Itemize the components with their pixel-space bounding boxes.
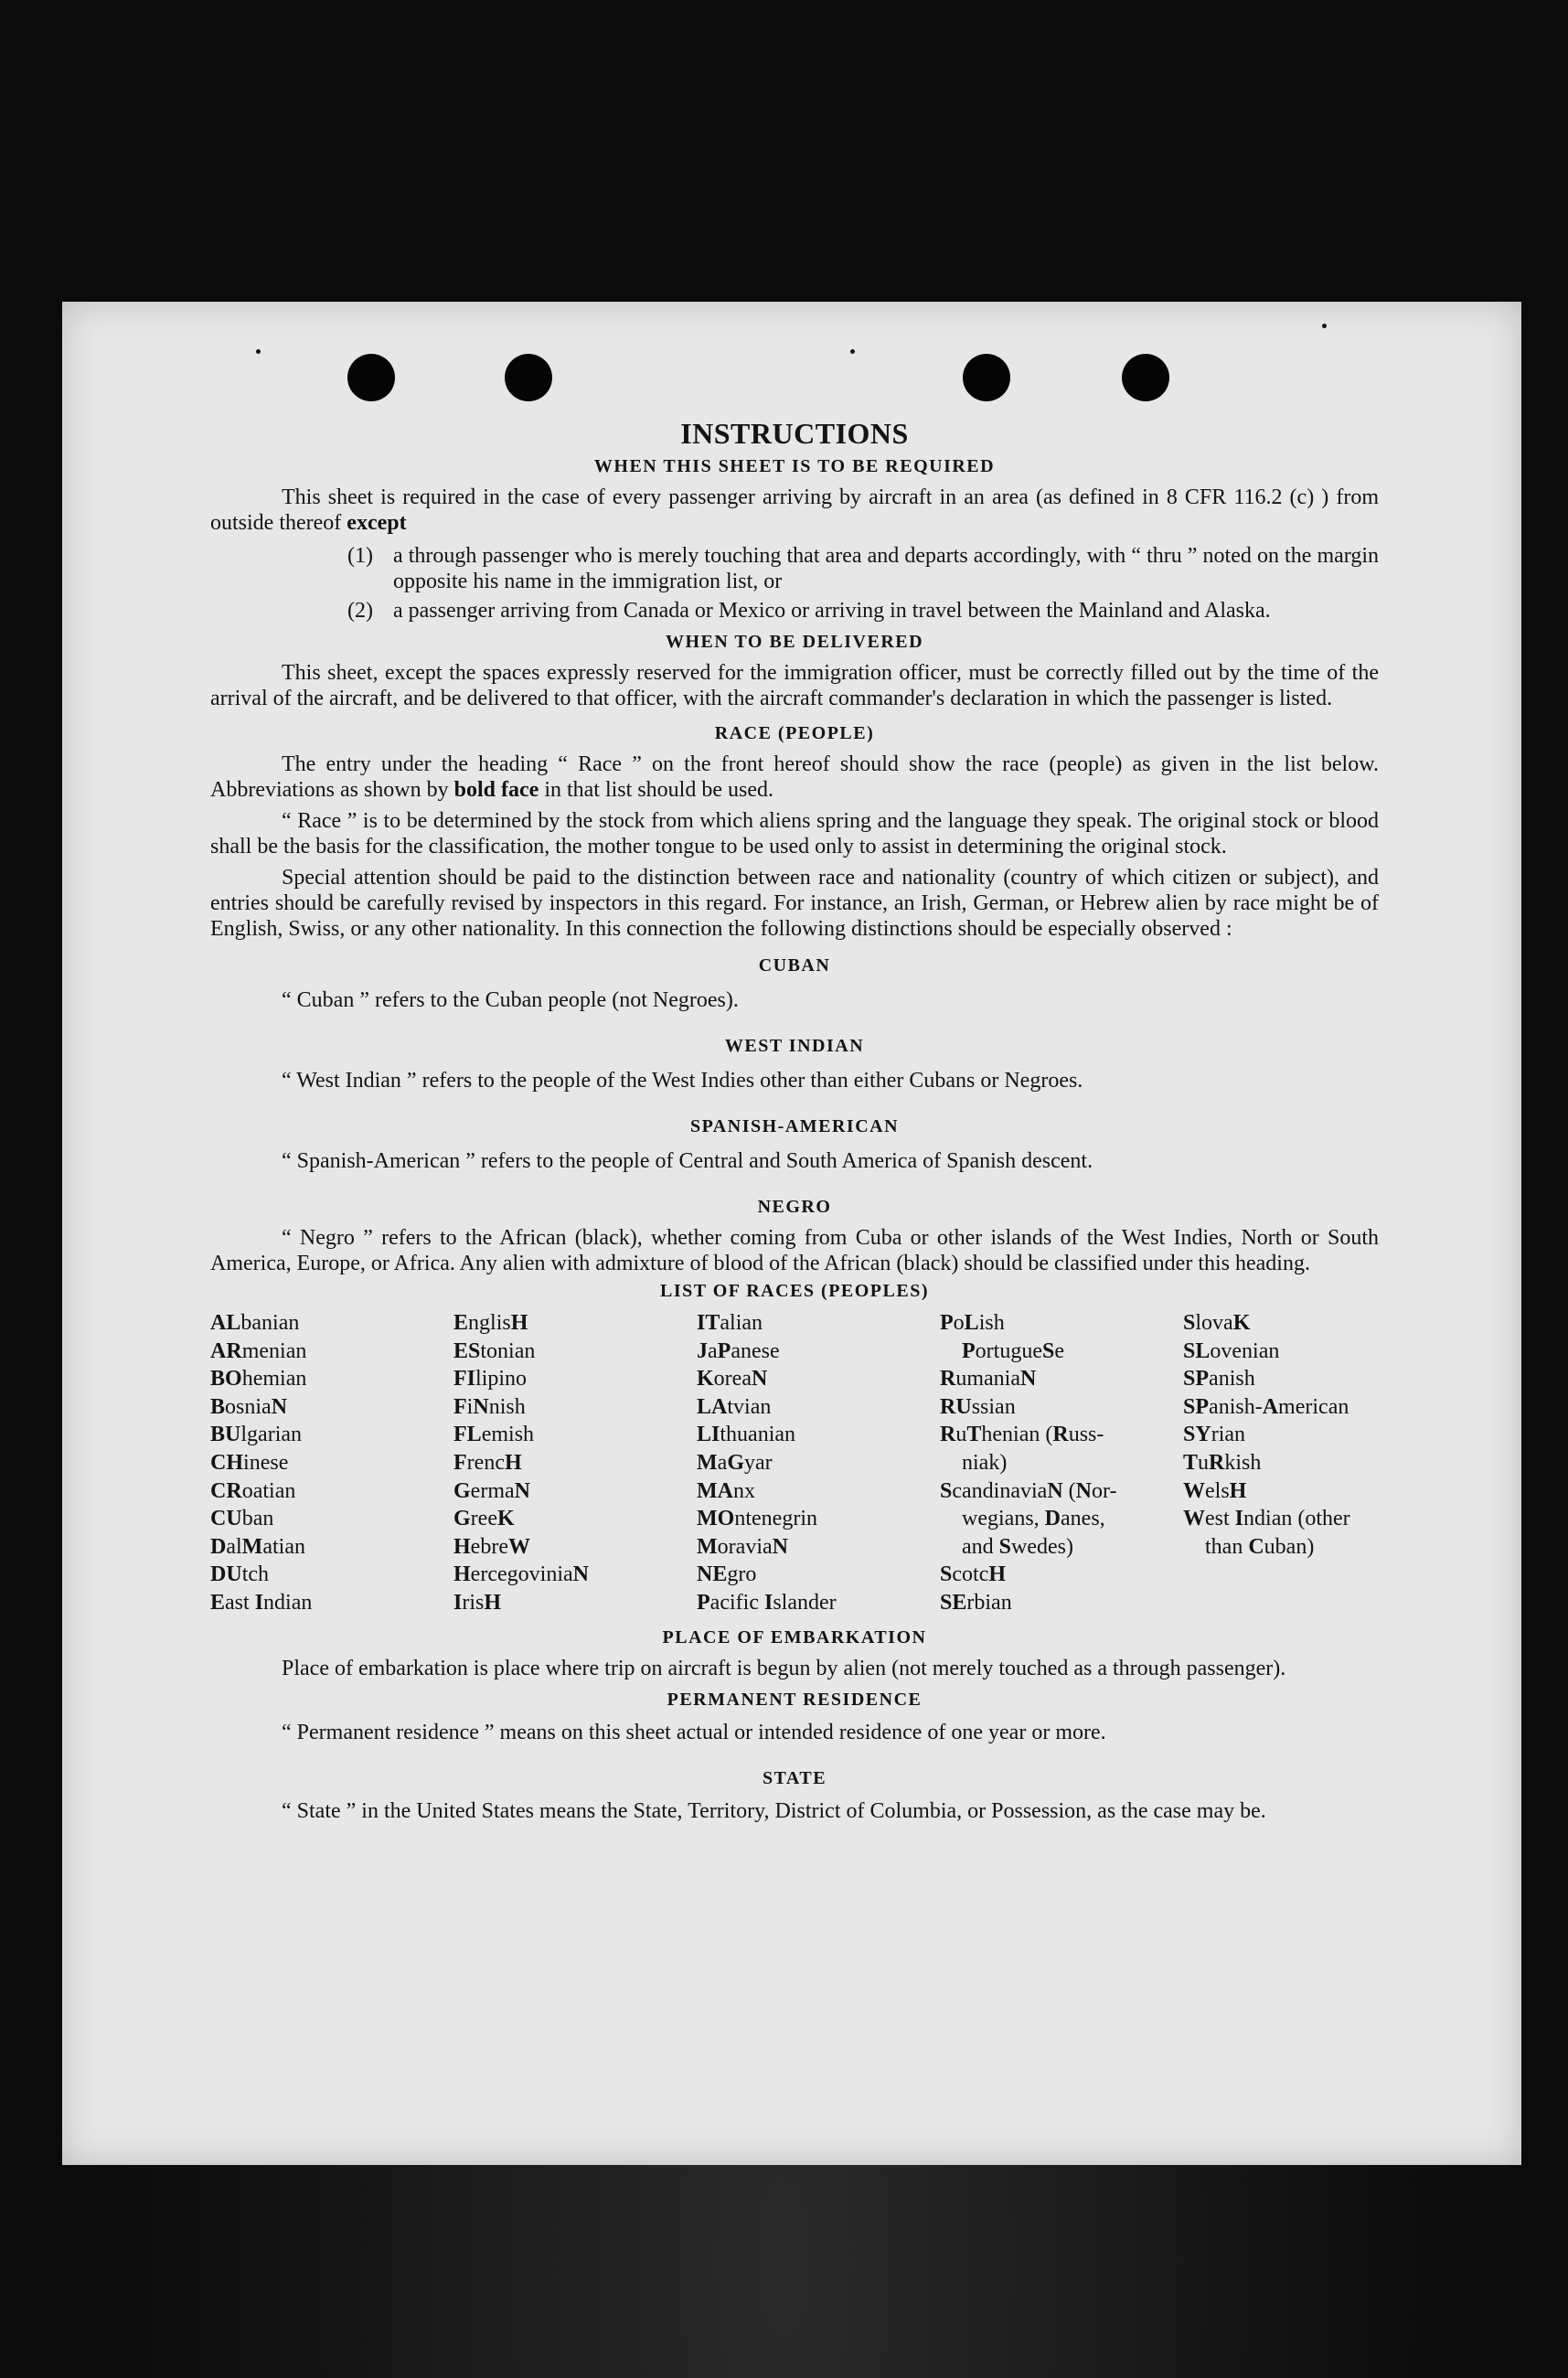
race-entry: ScotcH <box>940 1562 1007 1587</box>
dust-speck <box>850 349 855 354</box>
heading-when-required: WHEN THIS SHEET IS TO BE REQUIRED <box>593 456 996 476</box>
list-item <box>347 598 1379 624</box>
punch-hole <box>505 354 552 401</box>
heading-when-delivered: WHEN TO BE DELIVERED <box>665 632 924 652</box>
race-entry: ARmenian <box>210 1338 307 1363</box>
race-entry: FIlipino <box>453 1367 528 1392</box>
paragraph-embarkation: Place of embarkation is place where trip on aircraft is begun by alien (not merely touched as a through passenger). <box>282 1656 1286 1680</box>
heading-list-of-races: LIST OF RACES (PEOPLES) <box>659 1281 929 1301</box>
race-entry: TuRkish <box>1183 1450 1262 1475</box>
paragraph-when-required: This sheet is required in the case of every passenger arriving by aircraft in an area (as defined in 8 CFR 116.2 (c) ) from outside thereof except <box>210 485 1379 535</box>
race-entry: IrisH <box>453 1590 502 1615</box>
race-entry: BosniaN <box>210 1394 288 1419</box>
list-number: (1) <box>347 544 373 568</box>
race-entry: RUssian <box>940 1394 1016 1419</box>
paragraph-race-2: “ Race ” is to be determined by the stock from which aliens spring and the language they speak. The original stock or blood shall be the basis for the classification, the mother tongue to be used only to assist in determining the original stock. <box>210 809 1379 858</box>
race-entry: LIthuanian <box>697 1423 796 1447</box>
race-column <box>210 1309 437 1617</box>
heading-permanent-residence: PERMANENT RESIDENCE <box>667 1689 923 1710</box>
heading-cuban: CUBAN <box>758 955 831 976</box>
punch-hole <box>963 354 1010 401</box>
race-entry: FLemish <box>453 1423 535 1447</box>
race-entry: wegians, Danes, <box>962 1507 1105 1531</box>
punch-hole <box>347 354 395 401</box>
paragraph-cuban: “ Cuban ” refers to the Cuban people (not Negroes). <box>282 988 739 1012</box>
race-entry: HercegoviniaN <box>453 1562 589 1587</box>
dust-speck <box>256 349 261 354</box>
race-entry: PortugueSe <box>962 1338 1065 1363</box>
race-entry: ITalian <box>697 1311 763 1335</box>
heading-spanish-american: SPANISH-AMERICAN <box>689 1116 900 1136</box>
paragraph-race-1: The entry under the heading “ Race ” on the front hereof should show the race (people) as given in the list below. Abbreviations as shown by bold face in that list should be used. <box>210 752 1379 802</box>
race-column <box>697 1309 923 1617</box>
race-entry: CUban <box>210 1507 274 1531</box>
race-entry: MaGyar <box>697 1450 773 1475</box>
race-entry: RumaniaN <box>940 1367 1037 1392</box>
race-entry: ScandinaviaN (Nor- <box>940 1478 1117 1503</box>
race-entry: ALbanian <box>210 1311 300 1335</box>
race-entry: SPanish <box>1183 1367 1255 1392</box>
race-entry: SPanish-American <box>1183 1394 1349 1419</box>
race-entry: FrencH <box>453 1450 522 1475</box>
heading-embarkation: PLACE OF EMBARKATION <box>662 1626 927 1648</box>
race-column <box>1183 1309 1379 1617</box>
race-entry: HebreW <box>453 1534 530 1559</box>
race-entry: SlovaK <box>1183 1311 1251 1335</box>
race-entry: GreeK <box>453 1507 515 1531</box>
paragraph-state: “ State ” in the United States means the State, Territory, District of Columbia, or Possession, as the case may be. <box>282 1798 1266 1823</box>
race-entry: MoraviaN <box>697 1534 788 1559</box>
race-entry: WelsH <box>1183 1478 1247 1503</box>
race-entry: SYrian <box>1183 1423 1246 1447</box>
race-entry: BUlgarian <box>210 1423 303 1447</box>
heading-negro: NEGRO <box>757 1197 832 1217</box>
document-title: INSTRUCTIONS <box>680 417 909 450</box>
race-entry: and Swedes) <box>962 1534 1074 1559</box>
race-entry: FiNnish <box>453 1394 526 1419</box>
race-entry: niak) <box>962 1450 1008 1475</box>
list-number: (2) <box>347 599 373 623</box>
heading-race: RACE (PEOPLE) <box>714 723 875 743</box>
except-word: except <box>347 511 407 535</box>
race-column <box>940 1309 1167 1617</box>
race-entry: GermaN <box>453 1478 530 1503</box>
race-entry: LAtvian <box>697 1394 772 1419</box>
race-entry: East Indian <box>210 1590 313 1615</box>
race-entry: EnglisH <box>453 1311 528 1335</box>
race-entry: Pacific Islander <box>697 1590 837 1615</box>
paragraph-negro: “ Negro ” refers to the African (black), whether coming from Cuba or other islands of the West Indies, North or South America, Europe, or Africa. Any alien with admixture of blood of the African (black) should be classified under this heading. <box>210 1226 1379 1275</box>
instructions-content <box>210 417 1379 1824</box>
race-column <box>453 1309 680 1617</box>
paragraph-when-delivered: This sheet, except the spaces expressly reserved for the immigration officer, must be correctly filled out by the time of the arrival of the aircraft, and be delivered to that officer, with the aircraft commander's declaration in which the passenger is listed. <box>210 661 1379 710</box>
list-text: a through passenger who is merely touching that area and departs accordingly, with “ thru ” noted on the margin opposite his name in the immigration list, or <box>393 544 1379 593</box>
paragraph-permanent-residence: “ Permanent residence ” means on this sheet actual or intended residence of one year or more. <box>282 1720 1106 1744</box>
paragraph-spanish-american: “ Spanish-American ” refers to the people of Central and South America of Spanish descent. <box>282 1149 1093 1173</box>
race-entry: West Indian (other <box>1183 1507 1350 1531</box>
document-sheet <box>62 302 1521 2165</box>
list-item <box>347 543 1379 594</box>
race-entry: CRoatian <box>210 1478 296 1503</box>
race-entry: KoreaN <box>697 1367 768 1392</box>
race-entry: CHinese <box>210 1450 289 1475</box>
bold-face-text: bold face <box>453 778 539 802</box>
race-entry: EStonian <box>453 1338 536 1363</box>
race-entry: BOhemian <box>210 1367 307 1392</box>
race-entry: SErbian <box>940 1590 1012 1615</box>
list-text: a passenger arriving from Canada or Mexico or arriving in travel between the Mainland and Alaska. <box>393 599 1271 623</box>
race-entry: RuThenian (Russ- <box>940 1423 1104 1447</box>
dust-speck <box>1322 324 1327 328</box>
race-entry: JaPanese <box>697 1338 780 1363</box>
race-entry: PoLish <box>940 1311 1005 1335</box>
race-entry: NEgro <box>697 1562 757 1587</box>
race-entry: MOntenegrin <box>697 1507 817 1531</box>
races-table <box>210 1309 1379 1617</box>
heading-state: STATE <box>762 1767 827 1788</box>
paragraph-west-indian: “ West Indian ” refers to the people of the West Indies other than either Cubans or Negroes. <box>282 1069 1083 1093</box>
race-entry: DUtch <box>210 1562 270 1587</box>
paragraph-race-3: Special attention should be paid to the distinction between race and nationality (country of which citizen or subject), and entries should be carefully revised by inspectors in this regard. For instance, an Irish, German, or Hebrew alien by race might be of English, Swiss, or any other nationality. In this connection the following distinctions should be especially observed : <box>210 866 1379 941</box>
punch-hole <box>1122 354 1169 401</box>
race-entry: than Cuban) <box>1205 1534 1315 1559</box>
race-entry: MAnx <box>697 1478 755 1503</box>
race-entry: DalMatian <box>210 1534 305 1559</box>
race-entry: SLovenian <box>1183 1338 1280 1363</box>
heading-west-indian: WEST INDIAN <box>724 1036 865 1056</box>
